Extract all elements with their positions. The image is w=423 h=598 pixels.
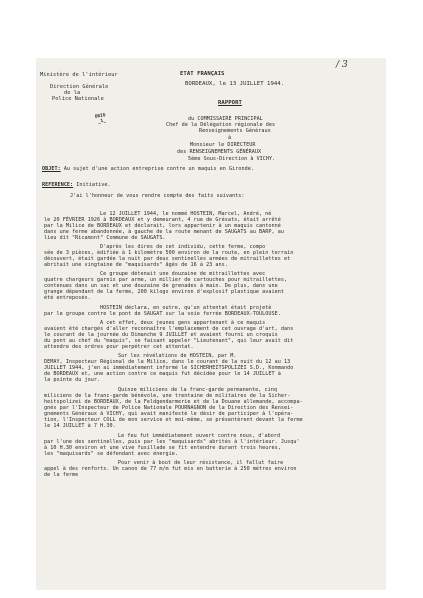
body-line: D'après les dires de cet individu, cette ferme, compo [100, 244, 266, 250]
body-line: sée de 3 pièces, édifiée à 1 kilomètre 500 environ de la route, en plein terrain [44, 250, 294, 256]
body-line: JUILLET 1944, j'en ai immédiatement informé le SICHERHEITSPOLIZEI S.D., Kommando [44, 365, 294, 371]
body-line: découvert, était gardée la nuit par deux sentinelles armées de mitraillettes et [44, 256, 291, 262]
body-line: grange dépendant de la ferme, 200 kilogs environ d'explosif plastique avaient [44, 289, 284, 295]
body-line: J'ai l'honneur de vous rendre compte des faits suivants: [70, 193, 245, 199]
body-line: gnements Généraux à VICHY, qui avait manifesté le désir de participer à l'opéra- [44, 411, 294, 417]
body-line: avaient été chargés d'aller reconnaître l'emplacement de cet ouvrage d'art, dans [44, 326, 294, 332]
body-line: abritait une vingtaine de "maquisards" âgés de 16 à 23 ans. [44, 262, 228, 268]
ministry-line: Ministère de l'intérieur [40, 72, 118, 78]
body-line: heitspolizei de BORDEAUX, de la Feldgendarmerie et de la Douane allemande, accompa- [44, 399, 303, 405]
body-line: attendre des ordres pour perpétrer cet attentat. [44, 344, 194, 350]
sender-line-2: Chef de la Délégation régionale des [166, 122, 276, 128]
addressee-line-2: des RENSEIGNEMENTS GÉNÉRAUX [177, 149, 262, 155]
body-line: Ce groupe détenait une douzaine de mitraillettes avec [100, 271, 266, 277]
objet-label: OBJET: [42, 166, 61, 172]
police-line: Police Nationale [52, 96, 104, 102]
body-line: par la Milice de BORDEAUX et déclarait, lors appartenir à un maquis cantonné [44, 223, 281, 229]
body-line: le 14 JUILLET à 7 H.30. [44, 423, 116, 429]
reference-line [42, 182, 111, 188]
body-line: le courant de la journée du Dimanche 9 JUILLET et avaient fourni un croquis [44, 332, 278, 338]
document-page [36, 58, 386, 590]
body-line: du pont au chef du "maquis", se faisant appeler "Lieutenant", qui leur avait dit [44, 338, 294, 344]
addressee-line-1: Monsieur le DIRECTEUR [190, 142, 256, 148]
body-line: contenues dans un sac et une douzaine de grenades à main. De plus, dans une [44, 283, 278, 289]
body-line: A cet effet, deux jeunes gens appartenant à ce maquis [100, 320, 266, 326]
body-line: Le feu fut immédiatement ouvert contre nous, d'abord [118, 433, 281, 439]
body-line: Pour venir à bout de leur résistance, il fallut faire [118, 460, 284, 466]
orig-stamp: ORIG [94, 113, 107, 120]
body-line: par le groupe contre le pont de SAUGAT sur la voie ferrée BORDEAUX-TOULOUSE. [44, 311, 281, 317]
body-line: appel à des renforts. Un canon de 77 m/m fut mis en batterie à 250 mètres environ [44, 466, 297, 472]
body-line: tion, l'Inspecteur COLL de mon service et moi-même, se présentèrent devant la ferme [44, 417, 303, 423]
sender-line-3: Renseignements Généraux [199, 128, 271, 134]
body-line: le 20 FÉVRIER 1926 à BORDEAUX et y demeurant, 4 rue de Grésats, était arrêté [44, 217, 281, 223]
body-line: Sur les révélations de HOSTEIN, par M. [118, 353, 237, 359]
body-line: Quinze miliciens de la franc-garde permanente, cinq [118, 387, 277, 393]
orig-stamp-number: _1_ [97, 118, 107, 125]
place-date: BORDEAUX, le 13 JUILLET 1944. [185, 81, 285, 87]
body-line: été entreposés. [44, 295, 91, 301]
handwritten-page-number: / 3 [336, 60, 348, 70]
body-line: de la ferme [44, 472, 79, 478]
body-line: la pointe du jour. [44, 377, 101, 383]
body-line: DEMAY, Inspecteur Régional de la Milice, dans le courant de la nuit du 12 au 13 [44, 359, 291, 365]
de-la-line: de la [64, 90, 81, 96]
body-line: gnés par l'Inspecteur de Police Nationale POURNAGNON de la Direction des Rensei- [44, 405, 294, 411]
body-line: les "maquisards" se défendant avec énergie. [44, 451, 179, 457]
state-heading: ETAT FRANÇAIS [180, 71, 225, 77]
body-line: quatre chargeurs garnis par arme, un millier de cartouches pour mitraillettes, [44, 277, 288, 283]
reference-label: REFERENCE: [42, 182, 74, 188]
body-line: dans une ferme abandonnée, à gauche de la route menant de SAUGATS au BARP, au [44, 229, 284, 235]
sender-line-1: du COMMISSAIRE PRINCIPAL [188, 116, 263, 122]
body-line: miliciens de la franc-garde bénévole, une trentaine de militaires de la Sicher- [44, 393, 291, 399]
addressee-line-3: 5ème Sous-Direction à VICHY. [188, 156, 276, 162]
body-line: HOSTEIN déclara, en outre, qu'un attentat était projeté [100, 305, 272, 311]
body-line: à 10 H.30 environ et une vive fusillade se fit entendre durant trois heures, [44, 445, 281, 451]
report-title: RAPPORT [218, 100, 242, 106]
objet-text: Au sujet d'une action entreprise contre un maquis en Gironde. [63, 166, 254, 172]
reference-text: Initiative. [76, 182, 111, 188]
body-line: par l'une des sentinelles, puis par les "maquisards" abrités à l'intérieur. Jusqu' [44, 439, 300, 445]
direction-line: Direction Générale [50, 84, 109, 90]
addressee-a: à [228, 135, 232, 141]
body-line: Le 12 JUILLET 1944, le nommé HOSTEIN, Marcel, André, né [100, 211, 272, 217]
objet-line [42, 166, 254, 172]
body-line: lieu dit "Ricamont" Commune de SAUGATS. [44, 235, 166, 241]
body-line: de BORDEAUX et, une action contre ce maquis fut décidée pour le 14 JUILLET à [44, 371, 281, 377]
